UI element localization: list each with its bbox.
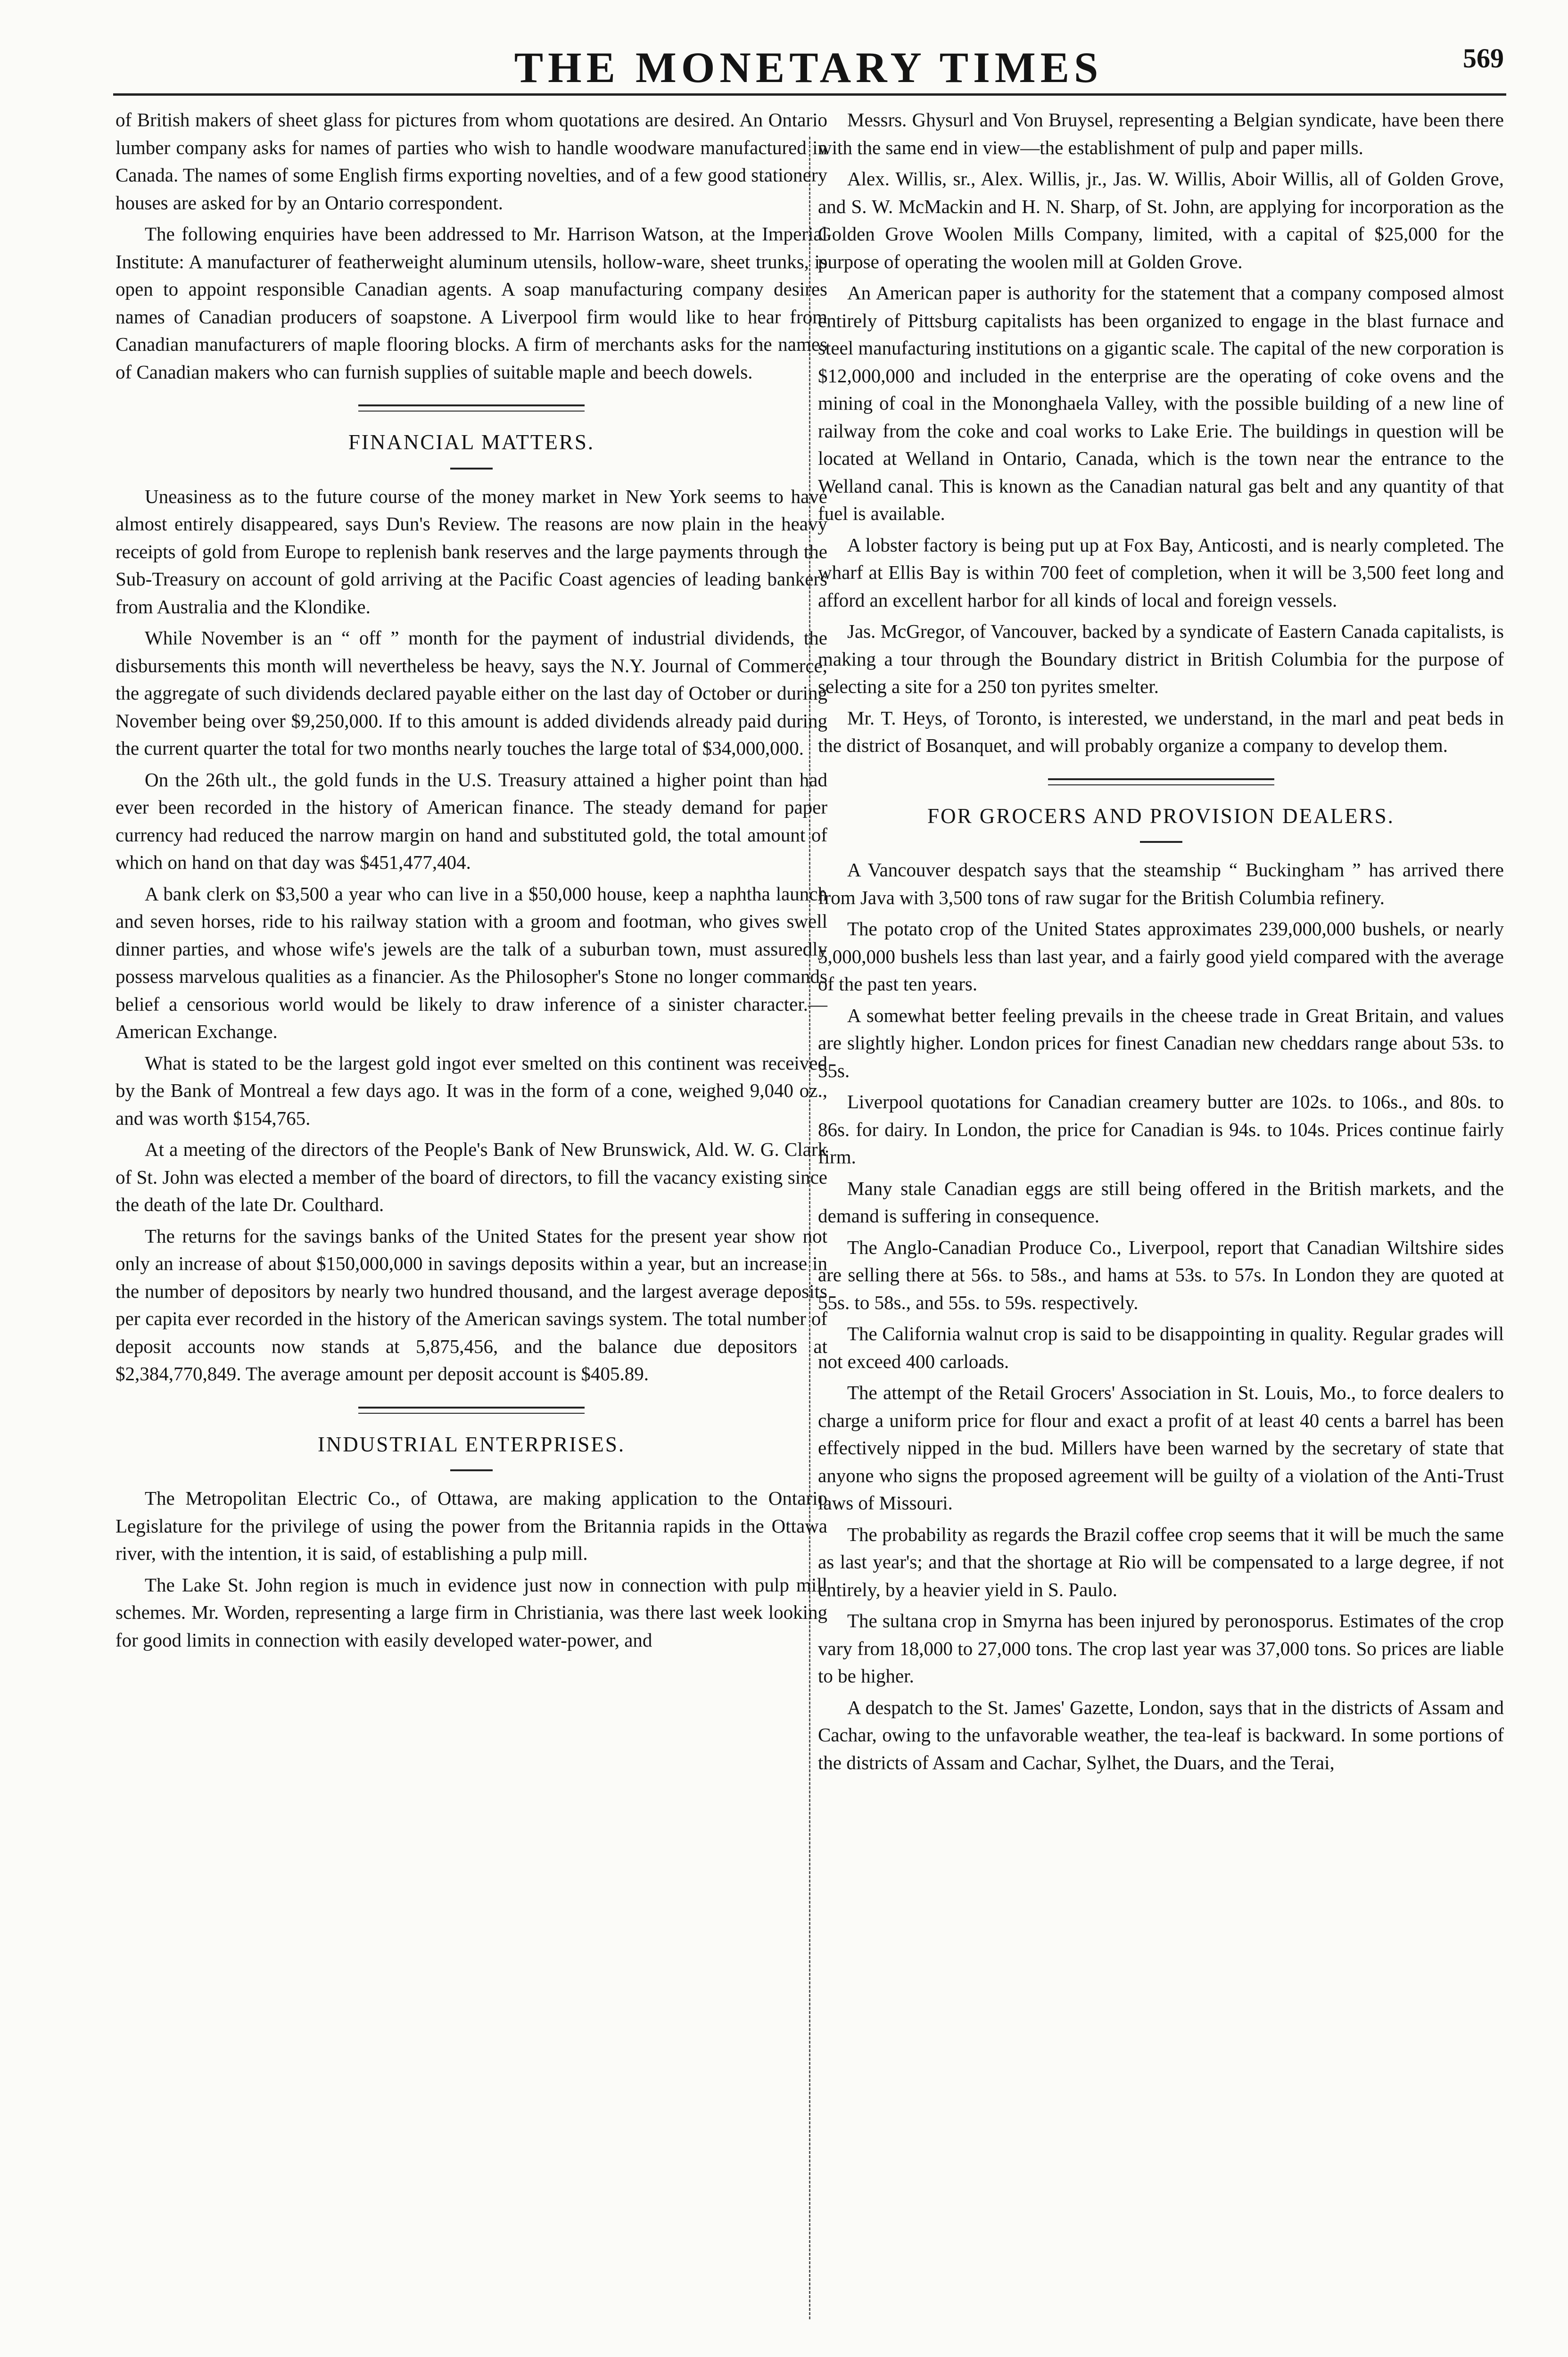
section-title: INDUSTRIAL ENTERPRISES. <box>317 1432 626 1456</box>
header-rule <box>113 93 1506 96</box>
paragraph: An American paper is authority for the statement that a company composed almost entirely of Pittsburg capitalists has been organized to engage in the blast furnace and steel manufacturing institutions on a gigantic scale. The capital of the new corporation is $12,000,000 and included in the enterprise are the operating of coke ovens and the mining of coal in the Mononghaela Valley, with the possible building of a new line of railway from the coke and coal works to Lake Erie. The buildings in question will be located at Welland in Ontario, Canada, which is the town near the entrance to the Welland canal. This is known as the Canadian natural gas belt and any quantity of that fuel is available. <box>818 282 1504 524</box>
right-column <box>818 106 1504 1780</box>
section-industrial-enterprises <box>116 1407 827 1472</box>
title-underline <box>1140 841 1182 843</box>
paragraph: What is stated to be the largest gold ingot ever smelted on this continent was received by the Bank of Montreal a few days ago. It was in the form of a cone, weighed 9,040 oz., and was worth $154,765. <box>116 1052 827 1129</box>
title-underline <box>450 468 493 470</box>
page-header <box>113 42 1504 94</box>
paragraph: At a meeting of the directors of the People's Bank of New Brunswick, Ald. W. G. Clark of St. John was elected a member of the board of directors, to fill the vacancy existing since the death of the late Dr. Coulthard. <box>116 1138 827 1215</box>
paragraph: Mr. T. Heys, of Toronto, is interested, we understand, in the marl and peat beds in the district of Bosanquet, and will probably organize a company to develop them. <box>818 707 1504 756</box>
paragraph: The sultana crop in Smyrna has been injured by peronosporus. Estimates of the crop vary from 18,000 to 27,000 tons. The crop last year was 37,000 tons. So prices are liable to be higher. <box>818 1610 1504 1687</box>
paragraph: On the 26th ult., the gold funds in the U.S. Treasury attained a higher point than had ever been recorded in the history of American finance. The steady demand for paper currency had reduced the narrow margin on hand and substituted gold, the total amount of which on hand on that day was $451,477,404. <box>116 768 827 873</box>
paragraph: The following enquiries have been addressed to Mr. Harrison Watson, at the Imperial Institute: A manufacturer of featherweight aluminum utensils, hollow-ware, sheet trunks, is open to appoint responsible Canadian agents. A soap manufacturing company desires names of Canadian producers of soapstone. A Liverpool firm would like to hear from Canadian manufacturers of maple flooring blocks. A firm of merchants asks for the names of Canadian makers who can furnish supplies of suitable maple and beech dowels. <box>116 223 827 383</box>
paragraph: Uneasiness as to the future course of the money market in New York seems to have almost entirely disappeared, says Dun's Review. The reasons are now plain in the heavy receipts of gold from Europe to replenish bank reserves and the large payments through the Sub-Treasury on account of gold arriving at the Pacific Coast agencies of leading bankers from Australia and the Klondike. <box>116 485 827 618</box>
paragraph: Liverpool quotations for Canadian creamery butter are 102s. to 106s., and 80s. to 86s. for dairy. In London, the price for Canadian is 94s. to 104s. Prices continue fairly firm. <box>818 1091 1504 1168</box>
paragraph: A somewhat better feeling prevails in the cheese trade in Great Britain, and values are slightly higher. London prices for finest Canadian new cheddars range about 53s. to 55s. <box>818 1004 1504 1081</box>
section-rule <box>1048 778 1274 785</box>
paragraph: A bank clerk on $3,500 a year who can live in a $50,000 house, keep a naphtha launch and seven horses, ride to his railway station with a groom and footman, who gives swell dinner parties, and whose wife's jewels are the talk of a suburban town, must assuredly possess marvelous qualities as a financier. As the Philosopher's Stone no longer commands belief a censorious world would be likely to draw inference of a sinister character.—American Exchange. <box>116 882 827 1042</box>
section-financial-matters <box>116 404 827 470</box>
paragraph: The returns for the savings banks of the United States for the present year show not only an increase of about $150,000,000 in savings deposits within a year, but an increase in the number of depositors by nearly two hundred thousand, and the largest average deposits per capita ever recorded in the history of the American savings system. The total number of deposit accounts now stands at 5,875,456, and the balance due depositors at $2,384,770,849. The average amount per deposit account is $405.89. <box>116 1225 827 1385</box>
paragraph: of British makers of sheet glass for pictures from whom quotations are desired. An Ontario lumber company asks for names of parties who wish to handle woodware manufactured in Canada. The names of some English firms exporting novelties, and of a few good stationery houses are asked for by an Ontario correspondent. <box>116 109 827 214</box>
section-title: FINANCIAL MATTERS. <box>348 430 595 454</box>
masthead-title: THE MONETARY TIMES <box>514 43 1103 91</box>
section-rule <box>358 1407 585 1414</box>
section-grocers <box>818 778 1504 843</box>
paragraph: The Anglo-Canadian Produce Co., Liverpool, report that Canadian Wiltshire sides are selling there at 56s. to 58s., and hams at 53s. to 57s. In London they are quoted at 55s. to 58s., and 55s. to 59s. respectively. <box>818 1236 1504 1313</box>
paragraph: The California walnut crop is said to be disappointing in quality. Regular grades will not exceed 400 carloads. <box>818 1323 1504 1372</box>
paragraph: The probability as regards the Brazil coffee crop seems that it will be much the same as last year's; and that the shortage at Rio will be compensated to a large degree, if not entirely, by a heavier yield in S. Paulo. <box>818 1523 1504 1600</box>
paragraph: Many stale Canadian eggs are still being offered in the British markets, and the demand is suffering in consequence. <box>818 1177 1504 1227</box>
paragraph: The Metropolitan Electric Co., of Ottawa, are making application to the Ontario Legislature for the privilege of using the power from the Britannia rapids in the Ottawa river, with the intention, it is said, of establishing a pulp mill. <box>116 1487 827 1564</box>
left-column <box>116 106 827 1657</box>
paragraph: A Vancouver despatch says that the steamship “ Buckingham ” has arrived there from Java with 3,500 tons of raw sugar for the British Columbia refinery. <box>818 859 1504 908</box>
section-rule <box>358 404 585 412</box>
paragraph: A lobster factory is being put up at Fox Bay, Anticosti, and is nearly completed. The wharf at Ellis Bay is within 700 feet of completion, when it will be 3,500 feet long and afford an excellent harbor for all kinds of local and foreign vessels. <box>818 534 1504 611</box>
paragraph: Messrs. Ghysurl and Von Bruysel, representing a Belgian syndicate, have been there with the same end in view—the establishment of pulp and paper mills. <box>818 109 1504 158</box>
page-number: 569 <box>1463 43 1504 74</box>
paragraph: Alex. Willis, sr., Alex. Willis, jr., Jas. W. Willis, Aboir Willis, all of Golden Grove, and S. W. McMackin and H. N. Sharp, of St. John, are applying for incorporation as the Golden Grove Woolen Mills Company, limited, with a capital of $25,000 for the purpose of operating the woolen mill at Golden Grove. <box>818 168 1504 272</box>
paragraph: The attempt of the Retail Grocers' Association in St. Louis, Mo., to force dealers to charge a uniform price for flour and exact a profit of at least 40 cents a barrel has been effectively nipped in the bud. Millers have been warned by the secretary of state that anyone who signs the proposed agreement will be guilty of a violation of the Anti-Trust laws of Missouri. <box>818 1382 1504 1514</box>
section-title: FOR GROCERS AND PROVISION DEALERS. <box>927 804 1395 828</box>
paragraph: The potato crop of the United States approximates 239,000,000 bushels, or nearly 5,000,000 bushels less than last year, and a fairly good yield compared with the average of the past ten years. <box>818 918 1504 995</box>
title-underline <box>450 1469 493 1471</box>
paragraph: While November is an “ off ” month for the payment of industrial dividends, the disbursements this month will nevertheless be heavy, says the N.Y. Journal of Commerce, the aggregate of such dividends declared payable either on the last day of October or during November being over $9,250,000. If to this amount is added dividends already paid during the current quarter the total for two months nearly touches the large total of $34,000,000. <box>116 627 827 759</box>
paragraph: Jas. McGregor, of Vancouver, backed by a syndicate of Eastern Canada capitalists, is making a tour through the Boundary district in British Columbia for the purpose of selecting a site for a 250 ton pyrites smelter. <box>818 620 1504 697</box>
paragraph: The Lake St. John region is much in evidence just now in connection with pulp mill schemes. Mr. Worden, representing a large firm in Christiania, was there last week looking for good limits in connection with easily developed water-power, and <box>116 1574 827 1651</box>
paragraph: A despatch to the St. James' Gazette, London, says that in the districts of Assam and Cachar, owing to the unfavorable weather, the tea-leaf is backward. In some portions of the districts of Assam and Cachar, Sylhet, the Duars, and the Terai, <box>818 1696 1504 1773</box>
